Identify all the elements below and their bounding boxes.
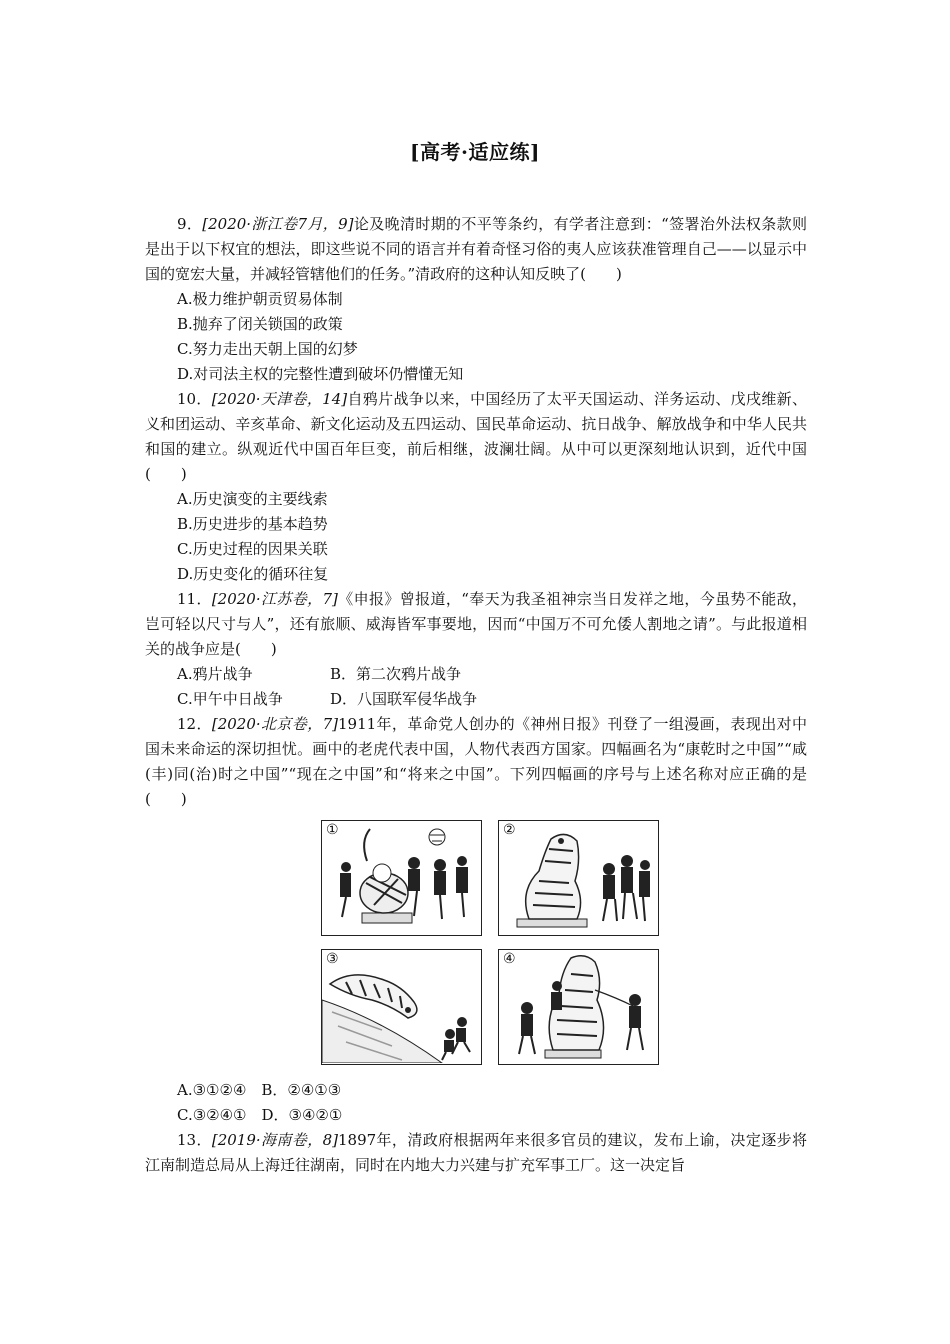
question-13-stem: [145, 1128, 807, 1178]
question-number: 12．: [177, 715, 212, 733]
question-10-option-d: D.历史变化的循环往复: [177, 565, 329, 583]
question-10-stem: [145, 387, 807, 487]
cartoon-1-illustration: [322, 821, 480, 934]
question-text: 自鸦片战争以来，中国经历了太平天国运动、洋务运动、戊戌维新、义和团运动、辛亥革命、新文化运动及五四运动、国民革命运动、抗日战争、解放战争和中华人民共和国的建立。纵观近代中国百年巨变，前后相继，波澜壮阔。从中可以更深刻地认识到，近代中国( ): [145, 390, 808, 483]
cartoon-panel-2: [498, 820, 659, 936]
question-11-stem: [145, 587, 807, 662]
question-source: [2020·天津卷，14]: [211, 390, 348, 408]
cartoon-2-illustration: [499, 821, 657, 934]
question-11-option-c: C.甲午中日战争: [177, 690, 283, 708]
question-9-option-b: B.抛弃了闭关锁国的政策: [177, 315, 343, 333]
cartoon-panel-number: ③: [326, 951, 339, 967]
cartoon-3-illustration: [322, 950, 480, 1063]
cartoon-panel-number: ①: [326, 822, 339, 838]
question-text: 《申报》曾报道，“奉天为我圣祖神宗当日发祥之地，今虽势不能敌，岂可轻以尺寸与人”，还有旅顺、威海皆军事要地，因而“中国万不可允倭人割地之请”。与此报道相关的战争应是( ): [145, 590, 807, 658]
cartoon-panel-number: ④: [503, 951, 516, 967]
question-9-option-c: C.努力走出天朝上国的幻梦: [177, 340, 358, 358]
question-9-option-d: D.对司法主权的完整性遭到破坏仍懵懂无知: [177, 365, 464, 383]
question-number: 10．: [177, 390, 212, 408]
question-12-options-ab: A.③①②④ B．②④①③: [177, 1081, 342, 1099]
question-9-option-a: A.极力维护朝贡贸易体制: [177, 290, 343, 308]
question-number: 9．: [177, 215, 203, 233]
question-number: 11．: [177, 590, 212, 608]
question-text: 论及晚清时期的不平等条约，有学者注意到：“签署治外法权条款则是出于以下权宜的想法，即这些说不同的语言并有着奇怪习俗的夷人应该获准管理自己——以显示中国的宽宏大量，并减轻管辖他们的任务。”清政府的这种认知反映了( ): [145, 215, 808, 283]
question-text: 1911年，革命党人创办的《神州日报》刊登了一组漫画，表现出对中国未来命运的深切担忧。画中的老虎代表中国，人物代表西方国家。四幅画名为“康乾时之中国”“咸(丰)同(治)时之中国”“现在之中国”和“将来之中国”。下列四幅画的序号与上述名称对应正确的是( ): [145, 715, 807, 808]
question-10-option-a: A.历史演变的主要线索: [177, 490, 328, 508]
question-source: [2020·北京卷，7]: [211, 715, 338, 733]
question-11-option-a: A.鸦片战争: [177, 665, 253, 683]
question-9-stem: [145, 212, 807, 287]
cartoon-panel-1: [321, 820, 482, 936]
question-number: 13．: [177, 1131, 212, 1149]
page-title: [高考·适应练]: [410, 140, 540, 164]
cartoon-panel-3: [321, 949, 482, 1065]
question-text: 1897年，清政府根据两年来很多官员的建议，发布上谕，决定逐步将江南制造总局从上海迁往湖南，同时在内地大力兴建与扩充军事工厂。这一决定旨: [145, 1131, 807, 1174]
cartoon-4-illustration: [499, 950, 657, 1063]
question-11-option-d: D．八国联军侵华战争: [330, 690, 478, 708]
question-11-options-ab: [145, 662, 807, 687]
question-source: [2019·海南卷，8]: [211, 1131, 338, 1149]
question-11-options-cd: [145, 687, 807, 712]
cartoon-figure: [321, 820, 666, 1068]
question-list: [145, 212, 807, 1178]
question-10-option-b: B.历史进步的基本趋势: [177, 515, 328, 533]
question-source: [2020·浙江卷7月，9]: [202, 215, 354, 233]
question-12-options-cd: C.③②④① D．③④②①: [177, 1106, 343, 1124]
cartoon-panel-4: [498, 949, 659, 1065]
question-10-option-c: C.历史过程的因果关联: [177, 540, 328, 558]
question-12-stem: [145, 712, 807, 812]
cartoon-panel-number: ②: [503, 822, 516, 838]
question-11-option-b: B．第二次鸦片战争: [330, 665, 462, 683]
question-source: [2020·江苏卷，7]: [211, 590, 338, 608]
